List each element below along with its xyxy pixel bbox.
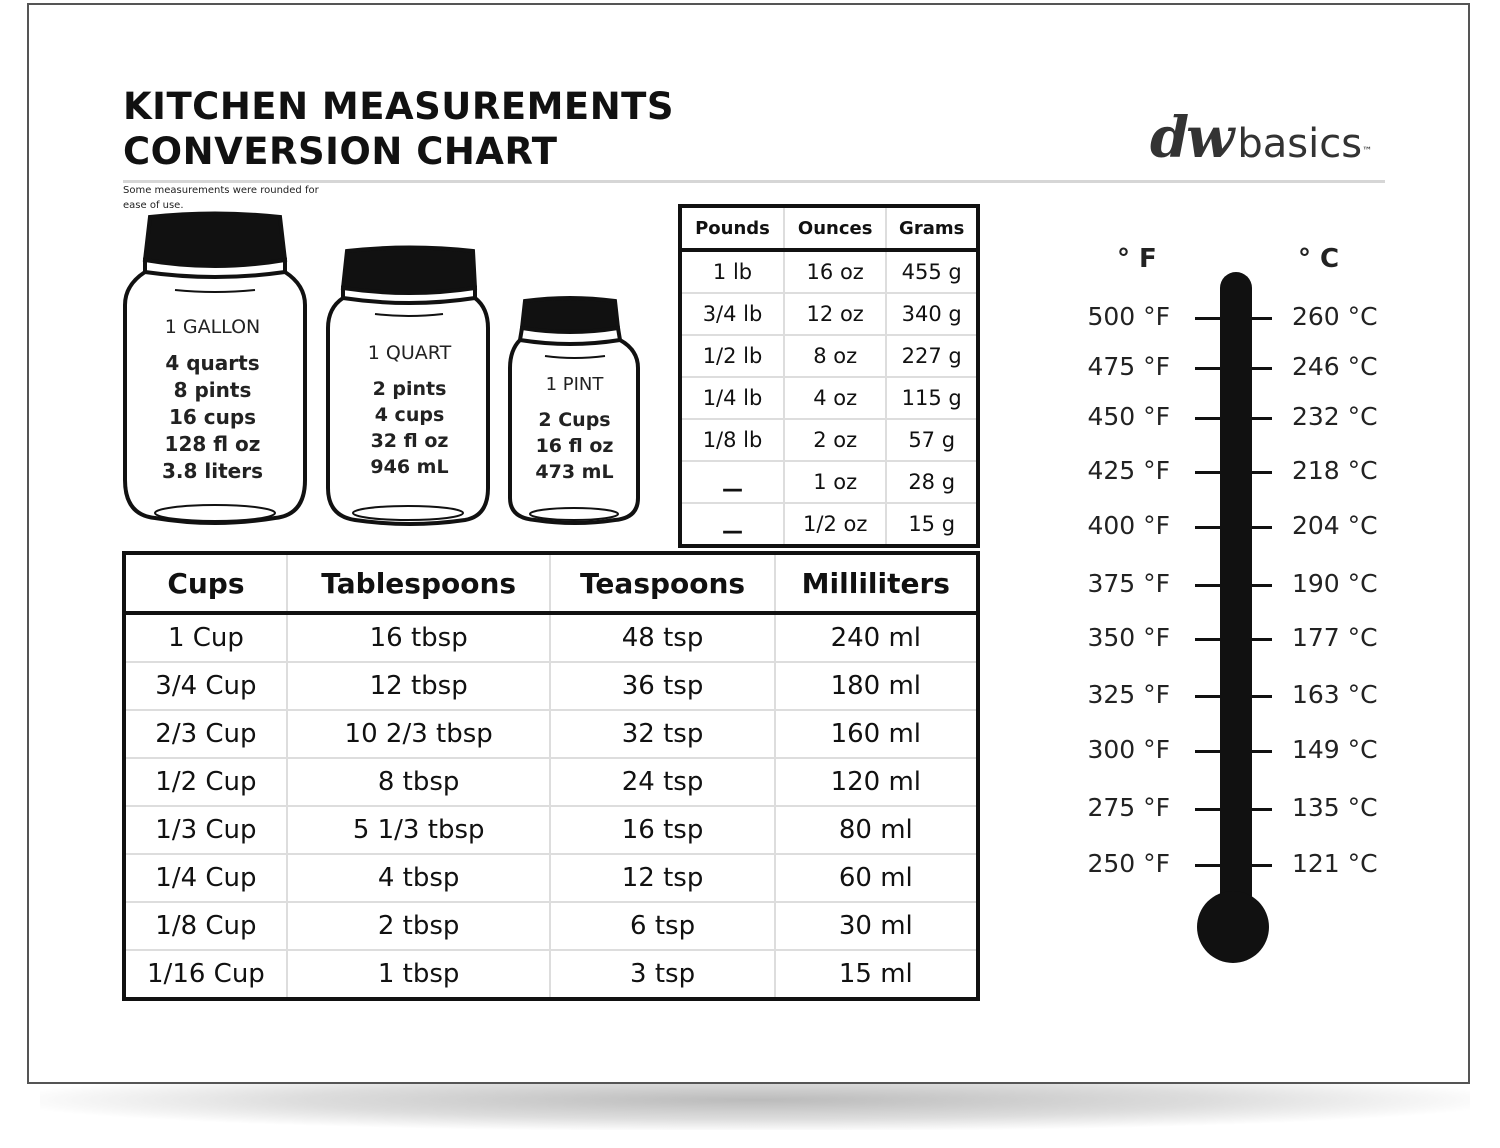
table-row xyxy=(680,377,978,419)
header-row xyxy=(680,206,978,250)
column-header-teaspoons: Teaspoons xyxy=(550,553,774,613)
jar-line: 16 fl oz xyxy=(535,435,614,457)
fahrenheit-label: 350 °F xyxy=(1087,623,1170,652)
cell-ounces: 1/2 oz xyxy=(784,503,886,546)
table-row xyxy=(124,950,978,999)
fahrenheit-label: 475 °F xyxy=(1087,352,1170,381)
cell-cups: 1/3 Cup xyxy=(124,806,287,854)
cell-tablespoons: 1 tbsp xyxy=(287,950,551,999)
tick-left xyxy=(1195,864,1221,867)
jar-line: 946 mL xyxy=(370,456,449,478)
cell-ounces: 8 oz xyxy=(784,335,886,377)
title-line-1: KITCHEN MEASUREMENTS xyxy=(123,85,675,128)
cell-teaspoons: 24 tsp xyxy=(550,758,774,806)
page-title xyxy=(123,84,674,174)
celsius-label: 149 °C xyxy=(1292,735,1378,764)
table-row xyxy=(680,293,978,335)
tick-right xyxy=(1246,750,1272,753)
jar-title: 1 GALLON xyxy=(164,316,261,338)
cell-pounds: — xyxy=(680,503,784,546)
cell-teaspoons: 6 tsp xyxy=(550,902,774,950)
cell-ounces: 16 oz xyxy=(784,250,886,293)
cell-cups: 1/8 Cup xyxy=(124,902,287,950)
tick-left xyxy=(1195,808,1221,811)
celsius-label: 121 °C xyxy=(1292,849,1378,878)
column-header-milliliters: Milliliters xyxy=(775,553,978,613)
column-header-ounces: Ounces xyxy=(784,206,886,250)
cell-milliliters: 160 ml xyxy=(775,710,978,758)
table-row xyxy=(124,662,978,710)
tick-left xyxy=(1195,695,1221,698)
jar-line: 2 Cups xyxy=(538,409,611,431)
cell-milliliters: 80 ml xyxy=(775,806,978,854)
celsius-label: 135 °C xyxy=(1292,793,1378,822)
cell-pounds: — xyxy=(680,461,784,503)
tick-left xyxy=(1195,638,1221,641)
header-row xyxy=(124,553,978,613)
celsius-label: 246 °C xyxy=(1292,352,1378,381)
weight-conversion-table xyxy=(678,204,980,548)
cell-teaspoons: 16 tsp xyxy=(550,806,774,854)
fahrenheit-label: 325 °F xyxy=(1087,680,1170,709)
tick-left xyxy=(1195,417,1221,420)
celsius-label: 190 °C xyxy=(1292,569,1378,598)
cell-tablespoons: 10 2/3 tbsp xyxy=(287,710,551,758)
table-row xyxy=(124,613,978,662)
tick-left xyxy=(1195,750,1221,753)
cell-milliliters: 180 ml xyxy=(775,662,978,710)
cell-ounces: 1 oz xyxy=(784,461,886,503)
cell-milliliters: 120 ml xyxy=(775,758,978,806)
table-row xyxy=(124,806,978,854)
cell-milliliters: 60 ml xyxy=(775,854,978,902)
celsius-label: 260 °C xyxy=(1292,302,1378,331)
tick-left xyxy=(1195,317,1221,320)
tick-right xyxy=(1246,638,1272,641)
cell-grams: 57 g xyxy=(886,419,978,461)
cell-teaspoons: 32 tsp xyxy=(550,710,774,758)
cell-milliliters: 15 ml xyxy=(775,950,978,999)
jar-line: 3.8 liters xyxy=(162,459,263,483)
cell-pounds: 1/8 lb xyxy=(680,419,784,461)
cell-cups: 1/4 Cup xyxy=(124,854,287,902)
tick-right xyxy=(1246,471,1272,474)
cell-pounds: 1/2 lb xyxy=(680,335,784,377)
brand-logo xyxy=(1150,105,1373,174)
column-header-grams: Grams xyxy=(886,206,978,250)
celsius-label: 232 °C xyxy=(1292,402,1378,431)
tick-right xyxy=(1246,367,1272,370)
cell-pounds: 3/4 lb xyxy=(680,293,784,335)
cell-teaspoons: 48 tsp xyxy=(550,613,774,662)
fahrenheit-label: 250 °F xyxy=(1087,849,1170,878)
cell-tablespoons: 12 tbsp xyxy=(287,662,551,710)
cell-grams: 455 g xyxy=(886,250,978,293)
tick-right xyxy=(1246,808,1272,811)
tick-right xyxy=(1246,317,1272,320)
tick-left xyxy=(1195,471,1221,474)
gallon-jar-label xyxy=(140,316,285,485)
pint-jar-label xyxy=(512,374,637,485)
cell-grams: 340 g xyxy=(886,293,978,335)
fahrenheit-label: 500 °F xyxy=(1087,302,1170,331)
cell-cups: 2/3 Cup xyxy=(124,710,287,758)
cell-milliliters: 240 ml xyxy=(775,613,978,662)
jar-line: 16 cups xyxy=(168,405,257,429)
column-header-pounds: Pounds xyxy=(680,206,784,250)
cell-pounds: 1/4 lb xyxy=(680,377,784,419)
title-line-2: CONVERSION CHART xyxy=(123,130,558,173)
thermometer-icon xyxy=(1190,265,1280,965)
column-header-cups: Cups xyxy=(124,553,287,613)
tick-right xyxy=(1246,526,1272,529)
tick-left xyxy=(1195,367,1221,370)
tick-right xyxy=(1246,695,1272,698)
jar-line: 32 fl oz xyxy=(370,430,449,452)
fahrenheit-label: 425 °F xyxy=(1087,456,1170,485)
cell-grams: 15 g xyxy=(886,503,978,546)
celsius-label: 204 °C xyxy=(1292,511,1378,540)
table-row xyxy=(124,710,978,758)
cell-milliliters: 30 ml xyxy=(775,902,978,950)
fahrenheit-label: 300 °F xyxy=(1087,735,1170,764)
cell-cups: 3/4 Cup xyxy=(124,662,287,710)
table-row xyxy=(124,758,978,806)
tick-right xyxy=(1246,417,1272,420)
cell-grams: 28 g xyxy=(886,461,978,503)
cell-teaspoons: 36 tsp xyxy=(550,662,774,710)
tick-right xyxy=(1246,584,1272,587)
table-row xyxy=(680,461,978,503)
cell-tablespoons: 2 tbsp xyxy=(287,902,551,950)
cell-grams: 115 g xyxy=(886,377,978,419)
cell-tablespoons: 8 tbsp xyxy=(287,758,551,806)
jar-line: 473 mL xyxy=(535,461,614,483)
cell-cups: 1 Cup xyxy=(124,613,287,662)
table-row xyxy=(680,503,978,546)
cell-ounces: 4 oz xyxy=(784,377,886,419)
cell-tablespoons: 5 1/3 tbsp xyxy=(287,806,551,854)
cell-teaspoons: 3 tsp xyxy=(550,950,774,999)
celsius-label: 218 °C xyxy=(1292,456,1378,485)
tick-left xyxy=(1195,526,1221,529)
cell-tablespoons: 16 tbsp xyxy=(287,613,551,662)
quart-jar-label xyxy=(337,342,482,480)
fahrenheit-label: 275 °F xyxy=(1087,793,1170,822)
jar-line: 2 pints xyxy=(372,378,447,400)
cell-ounces: 2 oz xyxy=(784,419,886,461)
fahrenheit-header: ° F xyxy=(1117,244,1157,274)
volume-conversion-table xyxy=(122,551,980,1001)
logo-basics: basics xyxy=(1237,121,1363,167)
table-row xyxy=(124,854,978,902)
table-row xyxy=(680,335,978,377)
logo-dw: dw xyxy=(1150,105,1232,171)
tick-left xyxy=(1195,584,1221,587)
celsius-header: ° C xyxy=(1298,244,1340,274)
column-header-tablespoons: Tablespoons xyxy=(287,553,551,613)
cell-cups: 1/2 Cup xyxy=(124,758,287,806)
jar-line: 8 pints xyxy=(173,378,252,402)
jar-title: 1 QUART xyxy=(367,342,452,364)
jar-title: 1 PINT xyxy=(545,374,604,395)
cell-pounds: 1 lb xyxy=(680,250,784,293)
jar-line: 4 cups xyxy=(374,404,445,426)
celsius-label: 177 °C xyxy=(1292,623,1378,652)
logo-tm: ™ xyxy=(1362,146,1373,157)
fahrenheit-label: 450 °F xyxy=(1087,402,1170,431)
jar-line: 4 quarts xyxy=(165,351,260,375)
cell-grams: 227 g xyxy=(886,335,978,377)
fahrenheit-label: 375 °F xyxy=(1087,569,1170,598)
jar-line: 128 fl oz xyxy=(164,432,261,456)
table-row xyxy=(124,902,978,950)
celsius-label: 163 °C xyxy=(1292,680,1378,709)
cell-ounces: 12 oz xyxy=(784,293,886,335)
cell-cups: 1/16 Cup xyxy=(124,950,287,999)
cell-teaspoons: 12 tsp xyxy=(550,854,774,902)
cell-tablespoons: 4 tbsp xyxy=(287,854,551,902)
tick-right xyxy=(1246,864,1272,867)
table-row xyxy=(680,250,978,293)
fahrenheit-label: 400 °F xyxy=(1087,511,1170,540)
rounding-note: Some measurements were rounded for ease of use. xyxy=(123,185,319,211)
table-row xyxy=(680,419,978,461)
